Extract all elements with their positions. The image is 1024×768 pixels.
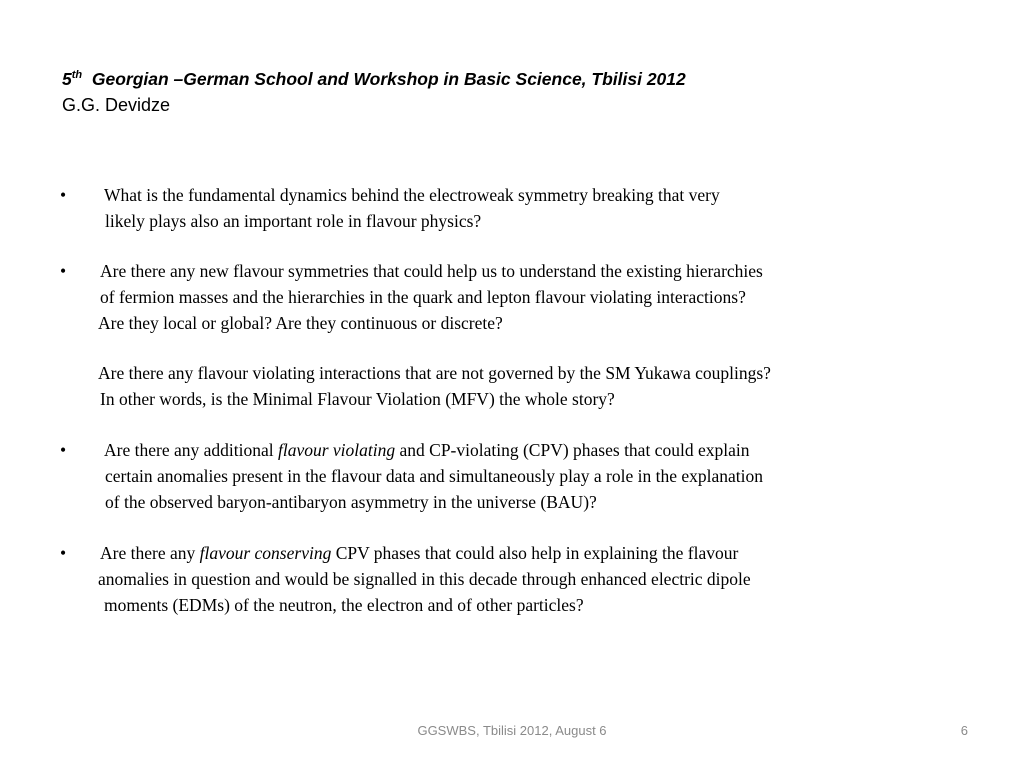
slide-title bbox=[62, 66, 962, 92]
item-4-line-1-start: Are there any bbox=[100, 543, 200, 563]
item-2-extra-line-1: Are there any flavour violating interactions that are not governed by the SM Yukawa couplings? bbox=[98, 363, 771, 383]
item-4-line-1 bbox=[100, 540, 738, 566]
bullet-4: • bbox=[60, 543, 67, 563]
item-4-line-3: moments (EDMs) of the neutron, the electron and of other particles? bbox=[104, 595, 584, 615]
page-number: 6 bbox=[960, 723, 968, 738]
footer-text: GGSWBS, Tbilisi 2012, August 6 bbox=[417, 723, 607, 738]
item-4-emphasis: flavour conserving bbox=[199, 543, 332, 563]
title-number: 5 bbox=[62, 69, 72, 89]
author-name: G.G. Devidze bbox=[62, 95, 171, 115]
title-superscript: th bbox=[71, 69, 83, 82]
bullet-2: • bbox=[60, 261, 67, 281]
item-3-line-1-start: Are there any additional bbox=[104, 440, 278, 460]
slide-header bbox=[62, 66, 962, 118]
item-2-line-2: of fermion masses and the hierarchies in the quark and lepton flavour violating interactions? bbox=[100, 287, 746, 307]
item-1-line-2: likely plays also an important role in flavour physics? bbox=[105, 211, 482, 231]
title-text: Georgian –German School and Workshop in Basic Science, Tbilisi 2012 bbox=[91, 69, 686, 89]
item-3-line-3: of the observed baryon-antibaryon asymmetry in the universe (BAU)? bbox=[105, 492, 597, 512]
bullet-1: • bbox=[60, 185, 67, 205]
item-2-extra-line-2: In other words, is the Minimal Flavour Violation (MFV) the whole story? bbox=[100, 389, 615, 409]
item-2-line-1: Are there any new flavour symmetries that could help us to understand the existing hierarchies bbox=[100, 261, 763, 281]
item-2-line-3: Are they local or global? Are they continuous or discrete? bbox=[98, 313, 503, 333]
item-3-line-1-end: and CP-violating (CPV) phases that could explain bbox=[395, 440, 750, 460]
item-3-emphasis: flavour violating bbox=[277, 440, 396, 460]
item-3-line-1 bbox=[104, 437, 749, 463]
item-4-line-2: anomalies in question and would be signalled in this decade through enhanced electric dipole bbox=[98, 569, 751, 589]
item-3-line-2: certain anomalies present in the flavour data and simultaneously play a role in the explanation bbox=[105, 466, 763, 486]
item-4-line-1-end: CPV phases that could also help in explaining the flavour bbox=[331, 543, 739, 563]
item-1-line-1: What is the fundamental dynamics behind the electroweak symmetry breaking that very bbox=[104, 185, 720, 205]
bullet-3: • bbox=[60, 440, 67, 460]
